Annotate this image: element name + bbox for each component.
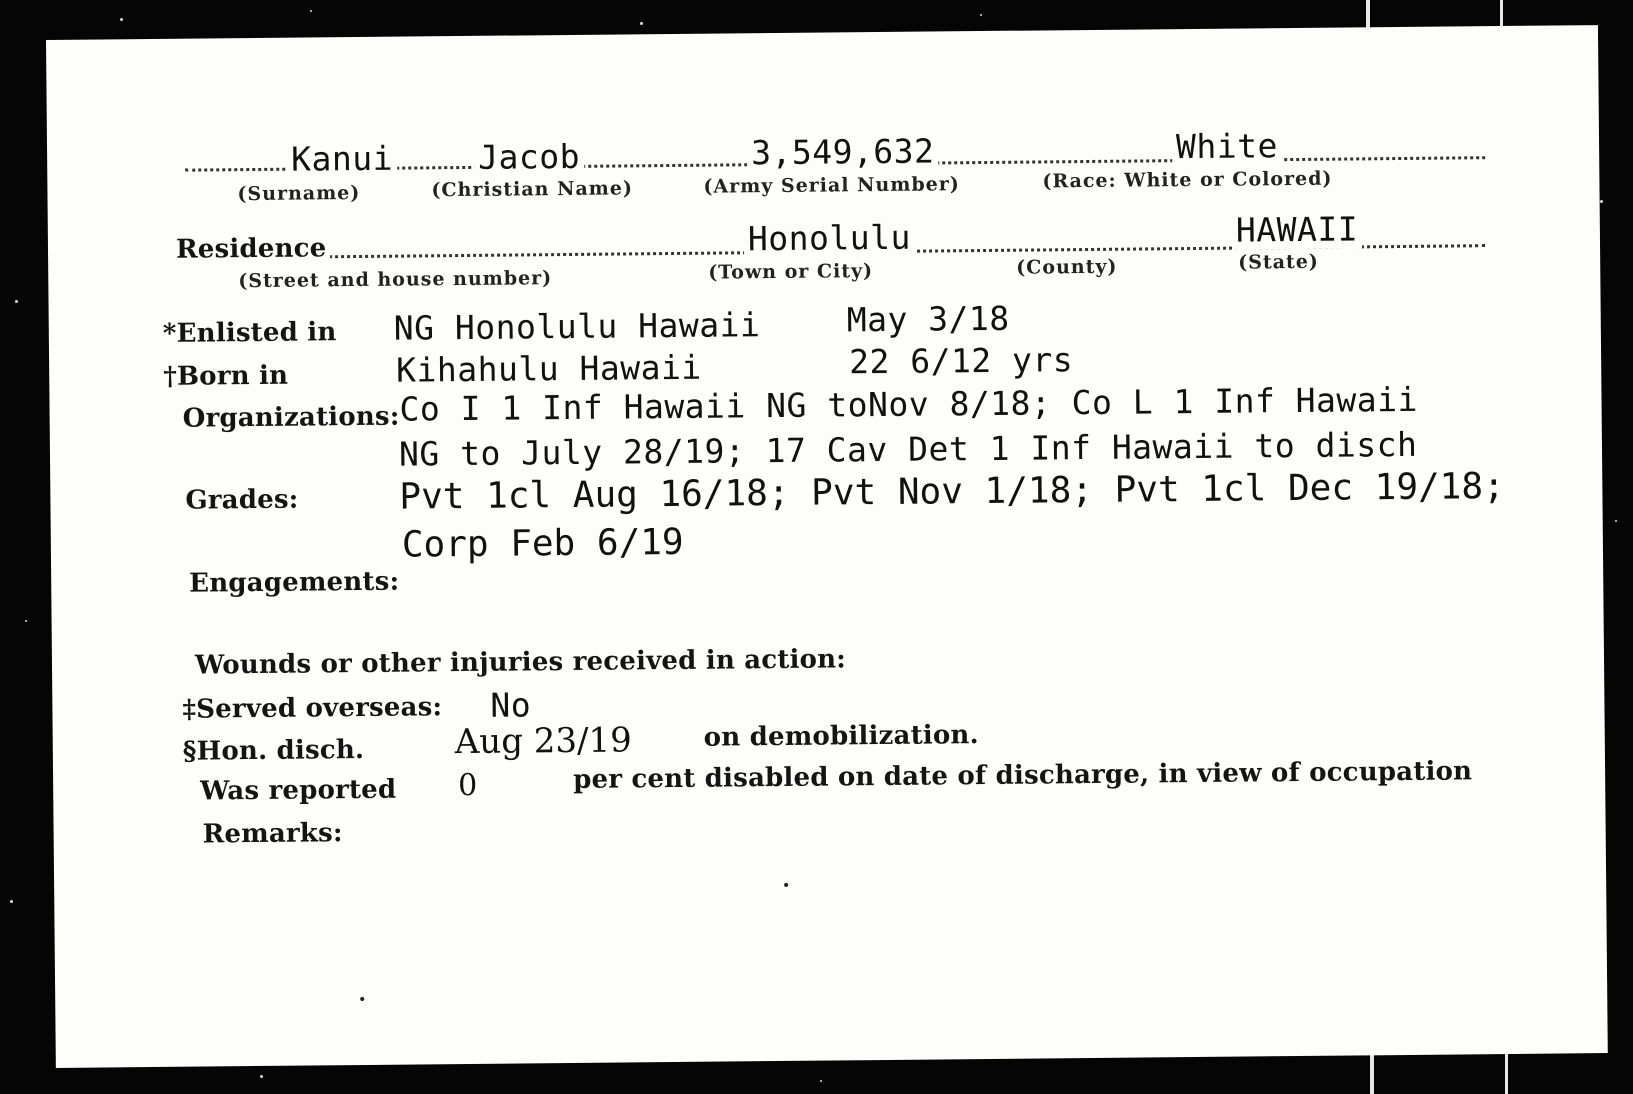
film-speck xyxy=(15,300,18,303)
christian-name-caption: (Christian Name) xyxy=(431,177,634,202)
remarks-label: Remarks: xyxy=(202,818,343,850)
film-speck xyxy=(310,10,312,12)
grades-line: Corp Feb 6/19 xyxy=(401,521,684,566)
born-place: Kihahulu Hawaii xyxy=(395,347,702,390)
race-caption: (Race: White or Colored) xyxy=(1042,167,1333,193)
christian-name-value: Jacob xyxy=(474,137,584,177)
race-value: White xyxy=(1172,126,1282,166)
enlisted-label: *Enlisted in xyxy=(162,317,337,349)
film-speck xyxy=(640,22,643,25)
county-caption: (County) xyxy=(1016,255,1118,279)
served-overseas-value: No xyxy=(490,685,532,725)
street-caption: (Street and house number) xyxy=(238,267,553,293)
wounds-label: Wounds or other injuries received in action: xyxy=(194,644,847,681)
hon-disch-suffix: on demobilization. xyxy=(703,720,979,753)
film-stripe xyxy=(1370,1050,1374,1094)
grades-line: Pvt 1cl Aug 16/18; Pvt Nov 1/18; Pvt 1cl Dec 19/18; xyxy=(399,466,1505,518)
ink-speck xyxy=(784,883,788,887)
surname-value: Kanui xyxy=(287,139,397,179)
enlisted-date: May 3/18 xyxy=(846,298,1010,340)
organizations-line: Co I 1 Inf Hawaii NG toNov 8/18; Co L 1 Inf Hawaii xyxy=(399,379,1419,429)
served-overseas-label: ‡Served overseas: xyxy=(182,692,443,725)
army-serial-number-caption: (Army Serial Number) xyxy=(703,173,960,198)
reported-label: Was reported xyxy=(200,774,397,807)
film-speck xyxy=(25,620,27,622)
army-serial-number-value: 3,549,632 xyxy=(747,131,939,172)
residence-label: Residence xyxy=(176,233,331,264)
grades-label: Grades: xyxy=(185,484,299,516)
film-speck xyxy=(980,14,982,16)
born-age: 22 6/12 yrs xyxy=(848,340,1074,382)
born-label: †Born in xyxy=(163,360,289,392)
film-speck xyxy=(120,18,123,21)
state-value: HAWAII xyxy=(1232,209,1363,249)
town-caption: (Town or City) xyxy=(708,260,874,284)
reported-suffix: per cent disabled on date of discharge, in view of occupation xyxy=(572,756,1473,795)
service-record-card xyxy=(46,25,1608,1068)
hon-disch-label: §Hon. disch. xyxy=(182,734,365,767)
reported-value: 0 xyxy=(458,767,478,804)
surname-caption: (Surname) xyxy=(237,181,361,206)
film-speck xyxy=(1615,520,1617,522)
film-speck xyxy=(1600,200,1603,203)
enlisted-place: NG Honolulu Hawaii xyxy=(393,305,761,348)
film-speck xyxy=(260,1075,263,1078)
hon-disch-date: Aug 23/19 xyxy=(454,720,632,763)
film-stripe xyxy=(1505,1050,1508,1094)
town-value: Honolulu xyxy=(744,218,915,259)
ink-speck xyxy=(360,997,364,1001)
film-speck xyxy=(10,900,13,903)
state-caption: (State) xyxy=(1238,250,1319,274)
film-speck xyxy=(820,1080,822,1082)
organizations-line: NG to July 28/19; 17 Cav Det 1 Inf Hawaii to disch xyxy=(398,424,1418,474)
organizations-label: Organizations: xyxy=(182,401,400,434)
engagements-label: Engagements: xyxy=(189,566,400,599)
